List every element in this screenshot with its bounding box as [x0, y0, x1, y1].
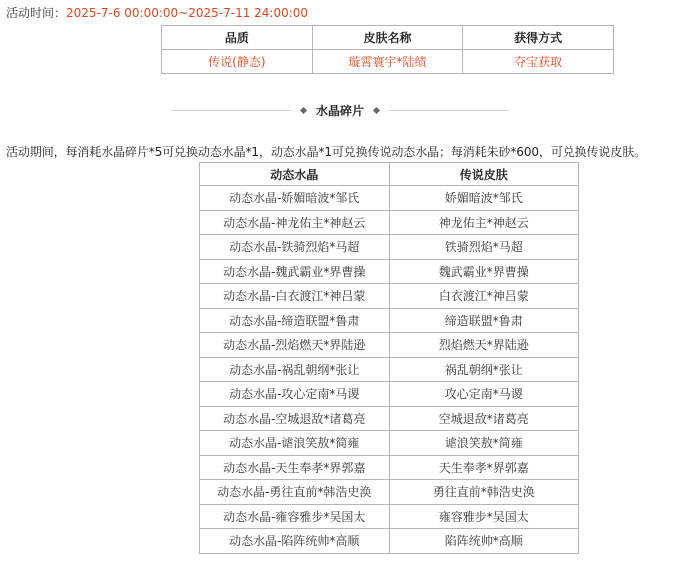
header-acquire-method: 获得方式 [463, 26, 614, 50]
table-row [200, 529, 579, 554]
dynamic-crystal-cell: 动态水晶-娇媚暗波*邹氏 [200, 186, 390, 211]
event-time-value: 2025-7-6 00:00:00~2025-7-11 24:00:00 [66, 6, 309, 20]
legendary-skin-cell: 缔造联盟*鲁肃 [389, 308, 579, 333]
legendary-skin-cell: 攻心定南*马谡 [389, 382, 579, 407]
header-dynamic-crystal: 动态水晶 [200, 163, 390, 186]
section-heading [0, 102, 680, 119]
table-row [200, 210, 579, 235]
table-row [200, 308, 579, 333]
table-row [200, 284, 579, 309]
legendary-skin-cell: 铁骑烈焰*马超 [389, 235, 579, 260]
skin-info-table [161, 25, 614, 74]
header-skin-name: 皮肤名称 [312, 26, 463, 50]
table-row [200, 357, 579, 382]
dynamic-crystal-cell: 动态水晶-魏武霸业*界曹操 [200, 259, 390, 284]
event-description: 活动期间，每消耗水晶碎片*5可兑换动态水晶*1，动态水晶*1可兑换传说动态水晶；每消耗朱砂*600，可兑换传说皮肤。 [6, 145, 647, 159]
legendary-skin-cell: 白衣渡江*神吕蒙 [389, 284, 579, 309]
header-quality: 品质 [162, 26, 313, 50]
dynamic-crystal-cell: 动态水晶-烈焰燃天*界陆逊 [200, 333, 390, 358]
dynamic-crystal-cell: 动态水晶-谑浪笑敖*简雍 [200, 431, 390, 456]
legendary-skin-cell: 娇媚暗波*邹氏 [389, 186, 579, 211]
legendary-skin-cell: 祸乱朝纲*张让 [389, 357, 579, 382]
diamond-icon-left [300, 107, 307, 114]
skin-info-header-row [162, 26, 614, 50]
crystal-exchange-table [199, 162, 579, 554]
dynamic-crystal-cell: 动态水晶-空城退敌*诸葛亮 [200, 406, 390, 431]
diamond-icon-right [373, 107, 380, 114]
legendary-skin-cell: 谑浪笑敖*简雍 [389, 431, 579, 456]
dynamic-crystal-cell: 动态水晶-铁骑烈焰*马超 [200, 235, 390, 260]
dynamic-crystal-cell: 动态水晶-雍容雅步*吴国太 [200, 504, 390, 529]
table-row [200, 455, 579, 480]
dynamic-crystal-cell: 动态水晶-攻心定南*马谡 [200, 382, 390, 407]
dynamic-crystal-cell: 动态水晶-神龙佑主*神赵云 [200, 210, 390, 235]
legendary-skin-cell: 烈焰燃天*界陆逊 [389, 333, 579, 358]
table-row [200, 431, 579, 456]
dynamic-crystal-cell: 动态水晶-勇往直前*韩浩史涣 [200, 480, 390, 505]
exchange-header-row [200, 163, 579, 186]
dynamic-crystal-cell: 动态水晶-缔造联盟*鲁肃 [200, 308, 390, 333]
table-row [200, 235, 579, 260]
section-title-text: 水晶碎片 [315, 104, 364, 118]
legendary-skin-cell: 空城退敌*诸葛亮 [389, 406, 579, 431]
table-row [200, 186, 579, 211]
skin-info-row [162, 50, 614, 74]
divider-right [389, 110, 509, 111]
legendary-skin-cell: 勇往直前*韩浩史涣 [389, 480, 579, 505]
legendary-skin-cell: 神龙佑主*神赵云 [389, 210, 579, 235]
legendary-skin-cell: 魏武霸业*界曹操 [389, 259, 579, 284]
dynamic-crystal-cell: 动态水晶-祸乱朝纲*张让 [200, 357, 390, 382]
event-time-label: 活动时间： [6, 6, 67, 20]
table-row [200, 480, 579, 505]
cell-skin-name: 璇霄寰宇*陆绩 [312, 50, 463, 74]
table-row [200, 382, 579, 407]
cell-acquire-method: 夺宝获取 [463, 50, 614, 74]
divider-left [171, 110, 291, 111]
legendary-skin-cell: 陷阵统帅*高顺 [389, 529, 579, 554]
legendary-skin-cell: 雍容雅步*吴国太 [389, 504, 579, 529]
table-row [200, 259, 579, 284]
header-legendary-skin: 传说皮肤 [389, 163, 579, 186]
dynamic-crystal-cell: 动态水晶-陷阵统帅*高顺 [200, 529, 390, 554]
legendary-skin-cell: 天生奉孝*界郭嘉 [389, 455, 579, 480]
cell-quality: 传说(静态) [162, 50, 313, 74]
event-time [6, 5, 308, 21]
dynamic-crystal-cell: 动态水晶-天生奉孝*界郭嘉 [200, 455, 390, 480]
dynamic-crystal-cell: 动态水晶-白衣渡江*神吕蒙 [200, 284, 390, 309]
table-row [200, 504, 579, 529]
table-row [200, 406, 579, 431]
table-row [200, 333, 579, 358]
